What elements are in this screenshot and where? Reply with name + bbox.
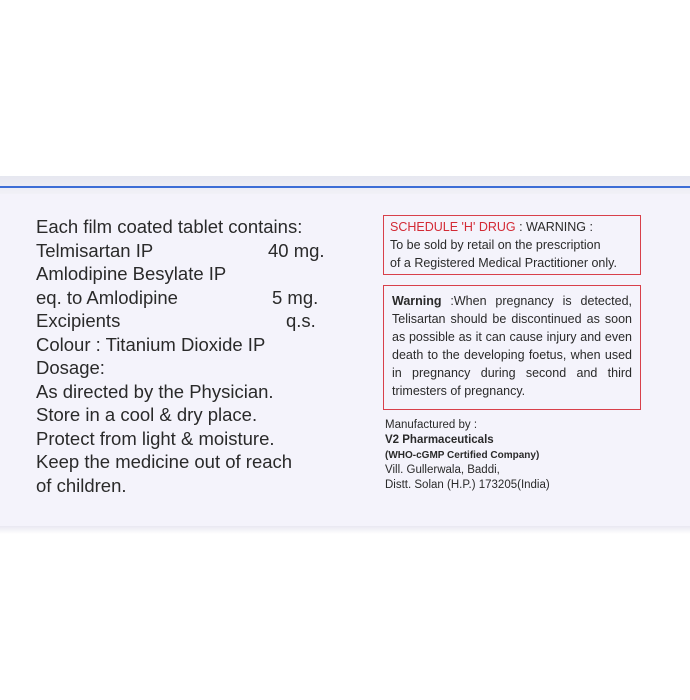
pregnancy-warning-box [383,285,641,410]
dosage-heading: Dosage: [36,357,105,378]
box-top-edge [0,176,690,194]
schedule-line-1: To be sold by retail on the prescription [390,238,601,252]
telmisartan-value: 40 mg. [268,239,325,261]
schedule-label: SCHEDULE 'H' DRUG [390,220,516,234]
store-line: Store in a cool & dry place. [36,404,258,425]
eq-label: eq. to Amlodipine [36,286,178,308]
telmisartan-label: Telmisartan IP [36,239,154,261]
protect-line: Protect from light & moisture. [36,427,275,449]
amlodipine-label: Amlodipine Besylate IP [36,263,227,284]
keep-line-2: of children. [36,474,127,496]
excipients-row [36,309,336,333]
warning-text: :When pregnancy is detected, Telisartan should be discontinued as soon as possible as it can cause injury and even death to the developing foetus, when used in pregnancy during second and third trimesters of pregnancy. [392,294,632,398]
manufacturer-heading: Manufactured by : [385,419,478,431]
keep-line-1: Keep the medicine out of reach [36,451,293,472]
telmisartan-row [36,239,336,263]
manufacturer-address-2: Distt. Solan (H.P.) 173205(India) [385,479,550,491]
manufacturer-name: V2 Pharmaceuticals [385,434,494,446]
excipients-label: Excipients [36,310,121,331]
composition-block [36,215,336,497]
schedule-h-box [383,215,641,275]
box-bottom-edge [0,526,690,534]
schedule-warning: : WARNING : [515,220,593,234]
directions-line: As directed by the Physician. [36,380,274,402]
manufacturer-block [385,418,645,493]
eq-row [36,286,336,310]
schedule-line-2: of a Registered Medical Practitioner only. [390,256,617,270]
eq-value: 5 mg. [272,286,319,308]
excipients-value: q.s. [286,310,316,331]
warning-label: Warning [392,294,442,308]
manufacturer-address-1: Vill. Gullerwala, Baddi, [385,464,500,476]
colour-line: Colour : Titanium Dioxide IP [36,333,266,355]
composition-heading: Each film coated tablet contains: [36,216,303,237]
schedule-header [390,218,640,236]
manufacturer-cert: (WHO-cGMP Certified Company) [385,450,540,461]
blue-stripe [0,186,690,188]
